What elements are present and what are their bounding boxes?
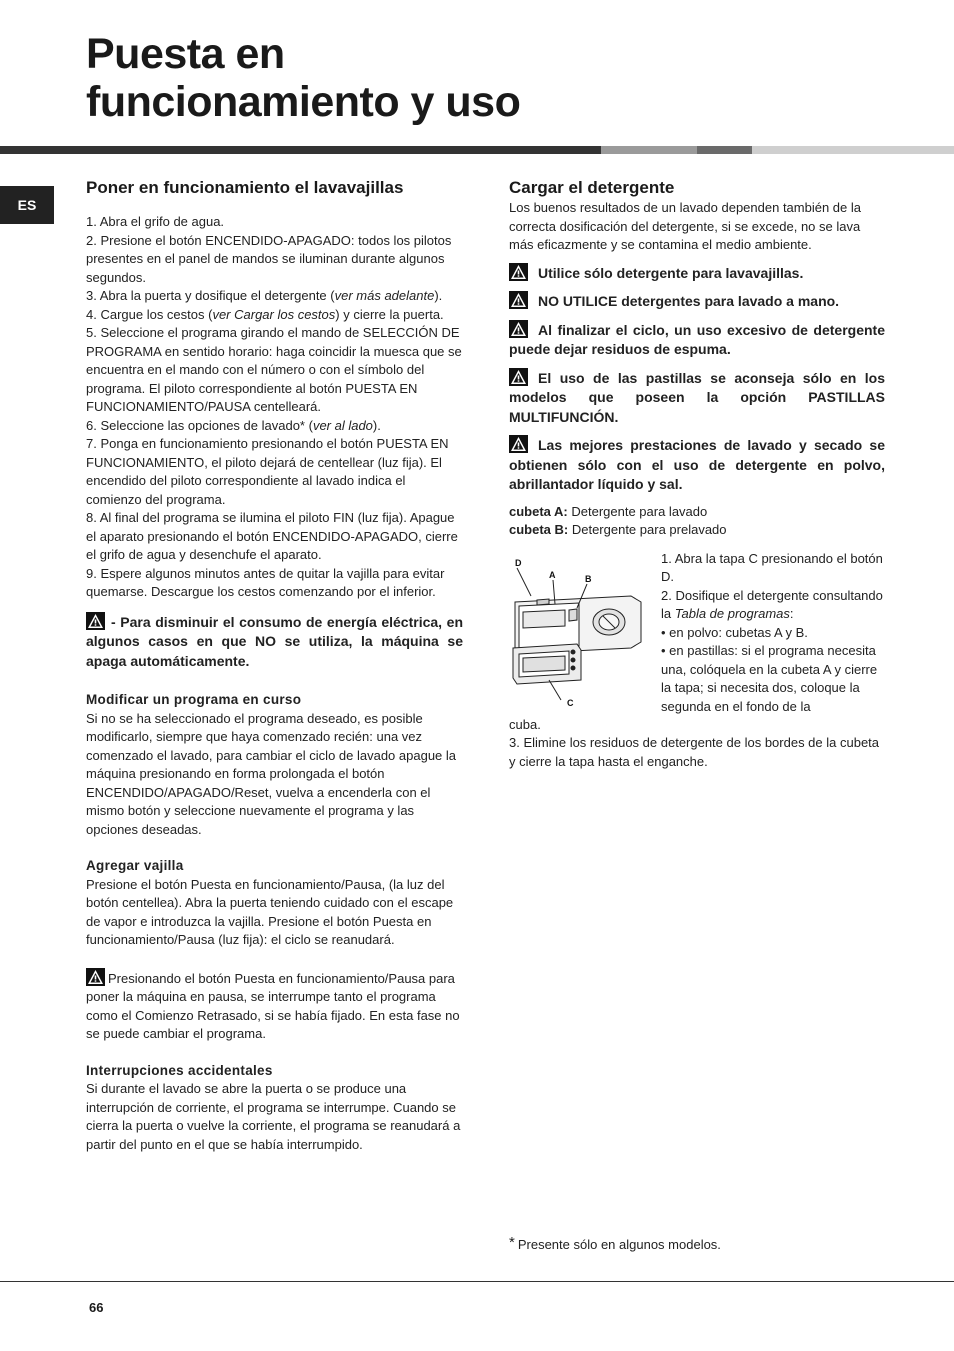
start-step-8: 8. Al final del programa se ilumina el piloto FIN (luz fija). Apague el aparato presionando el botón ENCENDIDO-APAGADO, cierre el grifo de agua y desenchufe el aparato. (86, 510, 458, 562)
dispenser-step-1: 1. Abra la tapa C presionando el botón D. (661, 550, 883, 584)
start-step-4-text: 4. Cargue los cestos ( (86, 306, 213, 322)
start-step-4 (86, 306, 463, 325)
figure-label-a: A (549, 569, 556, 580)
start-step-4-end: ) y cierre la puerta. (335, 306, 444, 322)
start-step-4-ref: ver Cargar los cestos (212, 306, 336, 322)
start-step-6-ref: ver al lado (312, 417, 373, 433)
dispenser-block (509, 550, 885, 718)
cubeta-b-line (509, 521, 885, 540)
cubeta-b-text: Detergente para prelavado (568, 522, 727, 537)
modify-program-text: Si no se ha seleccionado el programa deseado, es posible modificarlo, siempre que haya comenzado recién: una vez comenzado el lavado, para cambiar el ciclo de lavado apague la máquina presionando en forma prolongada el botón ENCENDIDO/APAGADO/Reset, vuelva a encenderla con el mismo botón y seleccione nuevamente el programa y las opciones deseadas. (86, 710, 457, 837)
start-step-1: 1. Abra el grifo de agua. (86, 214, 225, 229)
header-rule-dark (0, 146, 601, 154)
warning-icon (509, 368, 528, 386)
detergent-section-heading: Cargar el detergente (509, 178, 675, 197)
warning-icon (86, 612, 105, 630)
header-rule-accent (697, 146, 752, 154)
interruptions-heading: Interrupciones accidentales (86, 1062, 273, 1078)
start-step-9: 9. Espere algunos minutos antes de quitar la vajilla para evitar quemarse. Descargue los cestos comenzando por el inferior. (86, 565, 445, 599)
start-step-3 (86, 287, 463, 306)
footnote-star: * (509, 1234, 515, 1251)
header-rule-light (752, 146, 954, 154)
dispenser-step-2-tablets: • en pastillas: si el programa necesita una, colóquela en la cubeta A y cierre la tapa; si necesita dos, coloque la segunda en el fondo de la (661, 643, 878, 714)
right-column (509, 175, 885, 771)
modify-program-heading: Modificar un programa en curso (86, 692, 302, 707)
page-title (86, 30, 520, 126)
warning-icon (86, 968, 105, 986)
footnote-text: Presente sólo en algunos modelos. (517, 1237, 721, 1252)
start-step-3-end: ). (434, 288, 443, 303)
start-step-5: 5. Seleccione el programa girando el mando de SELECCIÓN DE PROGRAMA en sentido horario: haga coincidir la muesca que se encuentra en el mando con el número o con el símbolo del programa. El piloto correspondiente al botón PUESTA EN FUNCIONAMIENTO/PAUSA centelleará. (86, 325, 462, 414)
detergent-intro: Los buenos resultados de un lavado dependen también de la correcta dosificación del detergente, si se excede, no se lava más eficazmente y se contamina el medio ambiente. (509, 200, 861, 252)
warning-icon (509, 435, 528, 453)
dispenser-step-2-text: 2. Dosifique el detergente consultando la (661, 587, 883, 621)
start-step-6-text: 6. Seleccione las opciones de lavado* ( (86, 417, 313, 433)
dispenser-step-3: 3. Elimine los residuos de detergente de los bordes de la cubeta y cierre la tapa hasta el enganche. (509, 735, 880, 769)
start-step-6 (86, 417, 463, 436)
footnote (509, 1234, 721, 1252)
start-section-heading: Poner en funcionamiento el lavavajillas (86, 178, 404, 197)
energy-warning-text: - Para disminuir el consumo de energía eléctrica, en algunos casos en que NO se utiliza, la máquina se apaga automáticamente. (86, 613, 463, 669)
detergent-warning-2-text: NO UTILICE detergentes para lavado a mano. (538, 293, 840, 309)
cubeta-a-label: cubeta A: (509, 503, 568, 519)
page-title-line-2: funcionamiento y uso (86, 78, 521, 126)
pause-warning (86, 968, 463, 1044)
detergent-warning-5 (509, 435, 885, 495)
figure-label-c: C (567, 697, 574, 708)
warning-icon (509, 320, 528, 338)
add-dishes-text: Presione el botón Puesta en funcionamiento/Pausa, (la luz del botón centellea). Abra la puerta teniendo cuidado con el escape de vapor e introduzca la vajilla. Presione el botón Puesta en funcionamiento/Pausa (luz fija): el ciclo se reanudará. (86, 876, 454, 947)
start-step-3-text: 3. Abra la puerta y dosifique el detergente ( (86, 288, 335, 303)
cubeta-b-label: cubeta B: (509, 522, 569, 537)
detergent-dispenser-drawing (509, 550, 649, 710)
left-column (86, 175, 463, 1154)
dispenser-step-2-ref: Tabla de programas (674, 606, 790, 621)
detergent-warning-1-text: Utilice sólo detergente para lavavajillas. (538, 264, 804, 281)
detergent-warning-1 (509, 263, 885, 284)
cubeta-a-text: Detergente para lavado (567, 503, 708, 519)
detergent-warning-3-text: Al finalizar el ciclo, un uso excesivo de detergente puede dejar residuos de espuma. (509, 321, 885, 357)
dispenser-step-2-tablets-end: cuba. (509, 716, 541, 732)
detergent-warning-4 (509, 368, 885, 428)
start-step-6-end: ). (372, 417, 381, 433)
start-step-3-ref: ver más adelante (334, 288, 435, 303)
pause-warning-text: Presionando el botón Puesta en funcionamiento/Pausa para poner la máquina en pausa, se interrumpe tanto el programa como el Comienzo Retrasado, si se había fijado. En esta fase no se puede cambiar el programa. (86, 970, 460, 1041)
page-number: 66 (89, 1300, 104, 1315)
figure-label-d: D (515, 557, 522, 568)
figure-label-b: B (585, 573, 592, 584)
dispenser-step-2-powder: • en polvo: cubetas A y B. (661, 624, 808, 640)
language-tab: ES (0, 186, 54, 224)
start-step-2: 2. Presione el botón ENCENDIDO-APAGADO: todos los pilotos presentes en el panel de mandos se iluminan durante algunos segundos. (86, 232, 452, 285)
header-rule-mid (601, 146, 697, 154)
add-dishes-heading: Agregar vajilla (86, 858, 184, 873)
energy-warning (86, 612, 463, 672)
detergent-warning-4-text: El uso de las pastillas se aconseja sólo en los modelos que poseen la opción PASTILLAS MULTIFUNCIÓN. (509, 369, 885, 425)
detergent-warning-3 (509, 320, 885, 360)
dispenser-step-2 (661, 587, 885, 624)
detergent-warning-5-text: Las mejores prestaciones de lavado y secado se obtienen sólo con el uso de detergente en polvo, abrillantador líquido y sal. (509, 437, 885, 492)
footer-rule (0, 1281, 954, 1282)
dispenser-step-2-end: : (789, 606, 794, 621)
warning-icon (509, 291, 528, 309)
dispenser-steps (661, 550, 885, 718)
interruptions-text: Si durante el lavado se abre la puerta o se produce una interrupción de corriente, el programa se interrumpe. Cuando se cierra la puerta o vuelve la corriente, el programa se reanudará a partir del punto en el que se había interrumpido. (86, 1081, 461, 1152)
cubeta-a-line (509, 503, 885, 522)
detergent-warning-2 (509, 291, 885, 312)
warning-icon (509, 263, 528, 281)
start-step-7: 7. Ponga en funcionamiento presionando el botón PUESTA EN FUNCIONAMIENTO, el piloto dejará de centellear (luz fija). El encendido del piloto correspondiente al lavado indica el comienzo del programa. (86, 436, 449, 507)
page-title-line-1: Puesta en (86, 30, 285, 78)
detergent-dispenser-figure (509, 550, 661, 718)
